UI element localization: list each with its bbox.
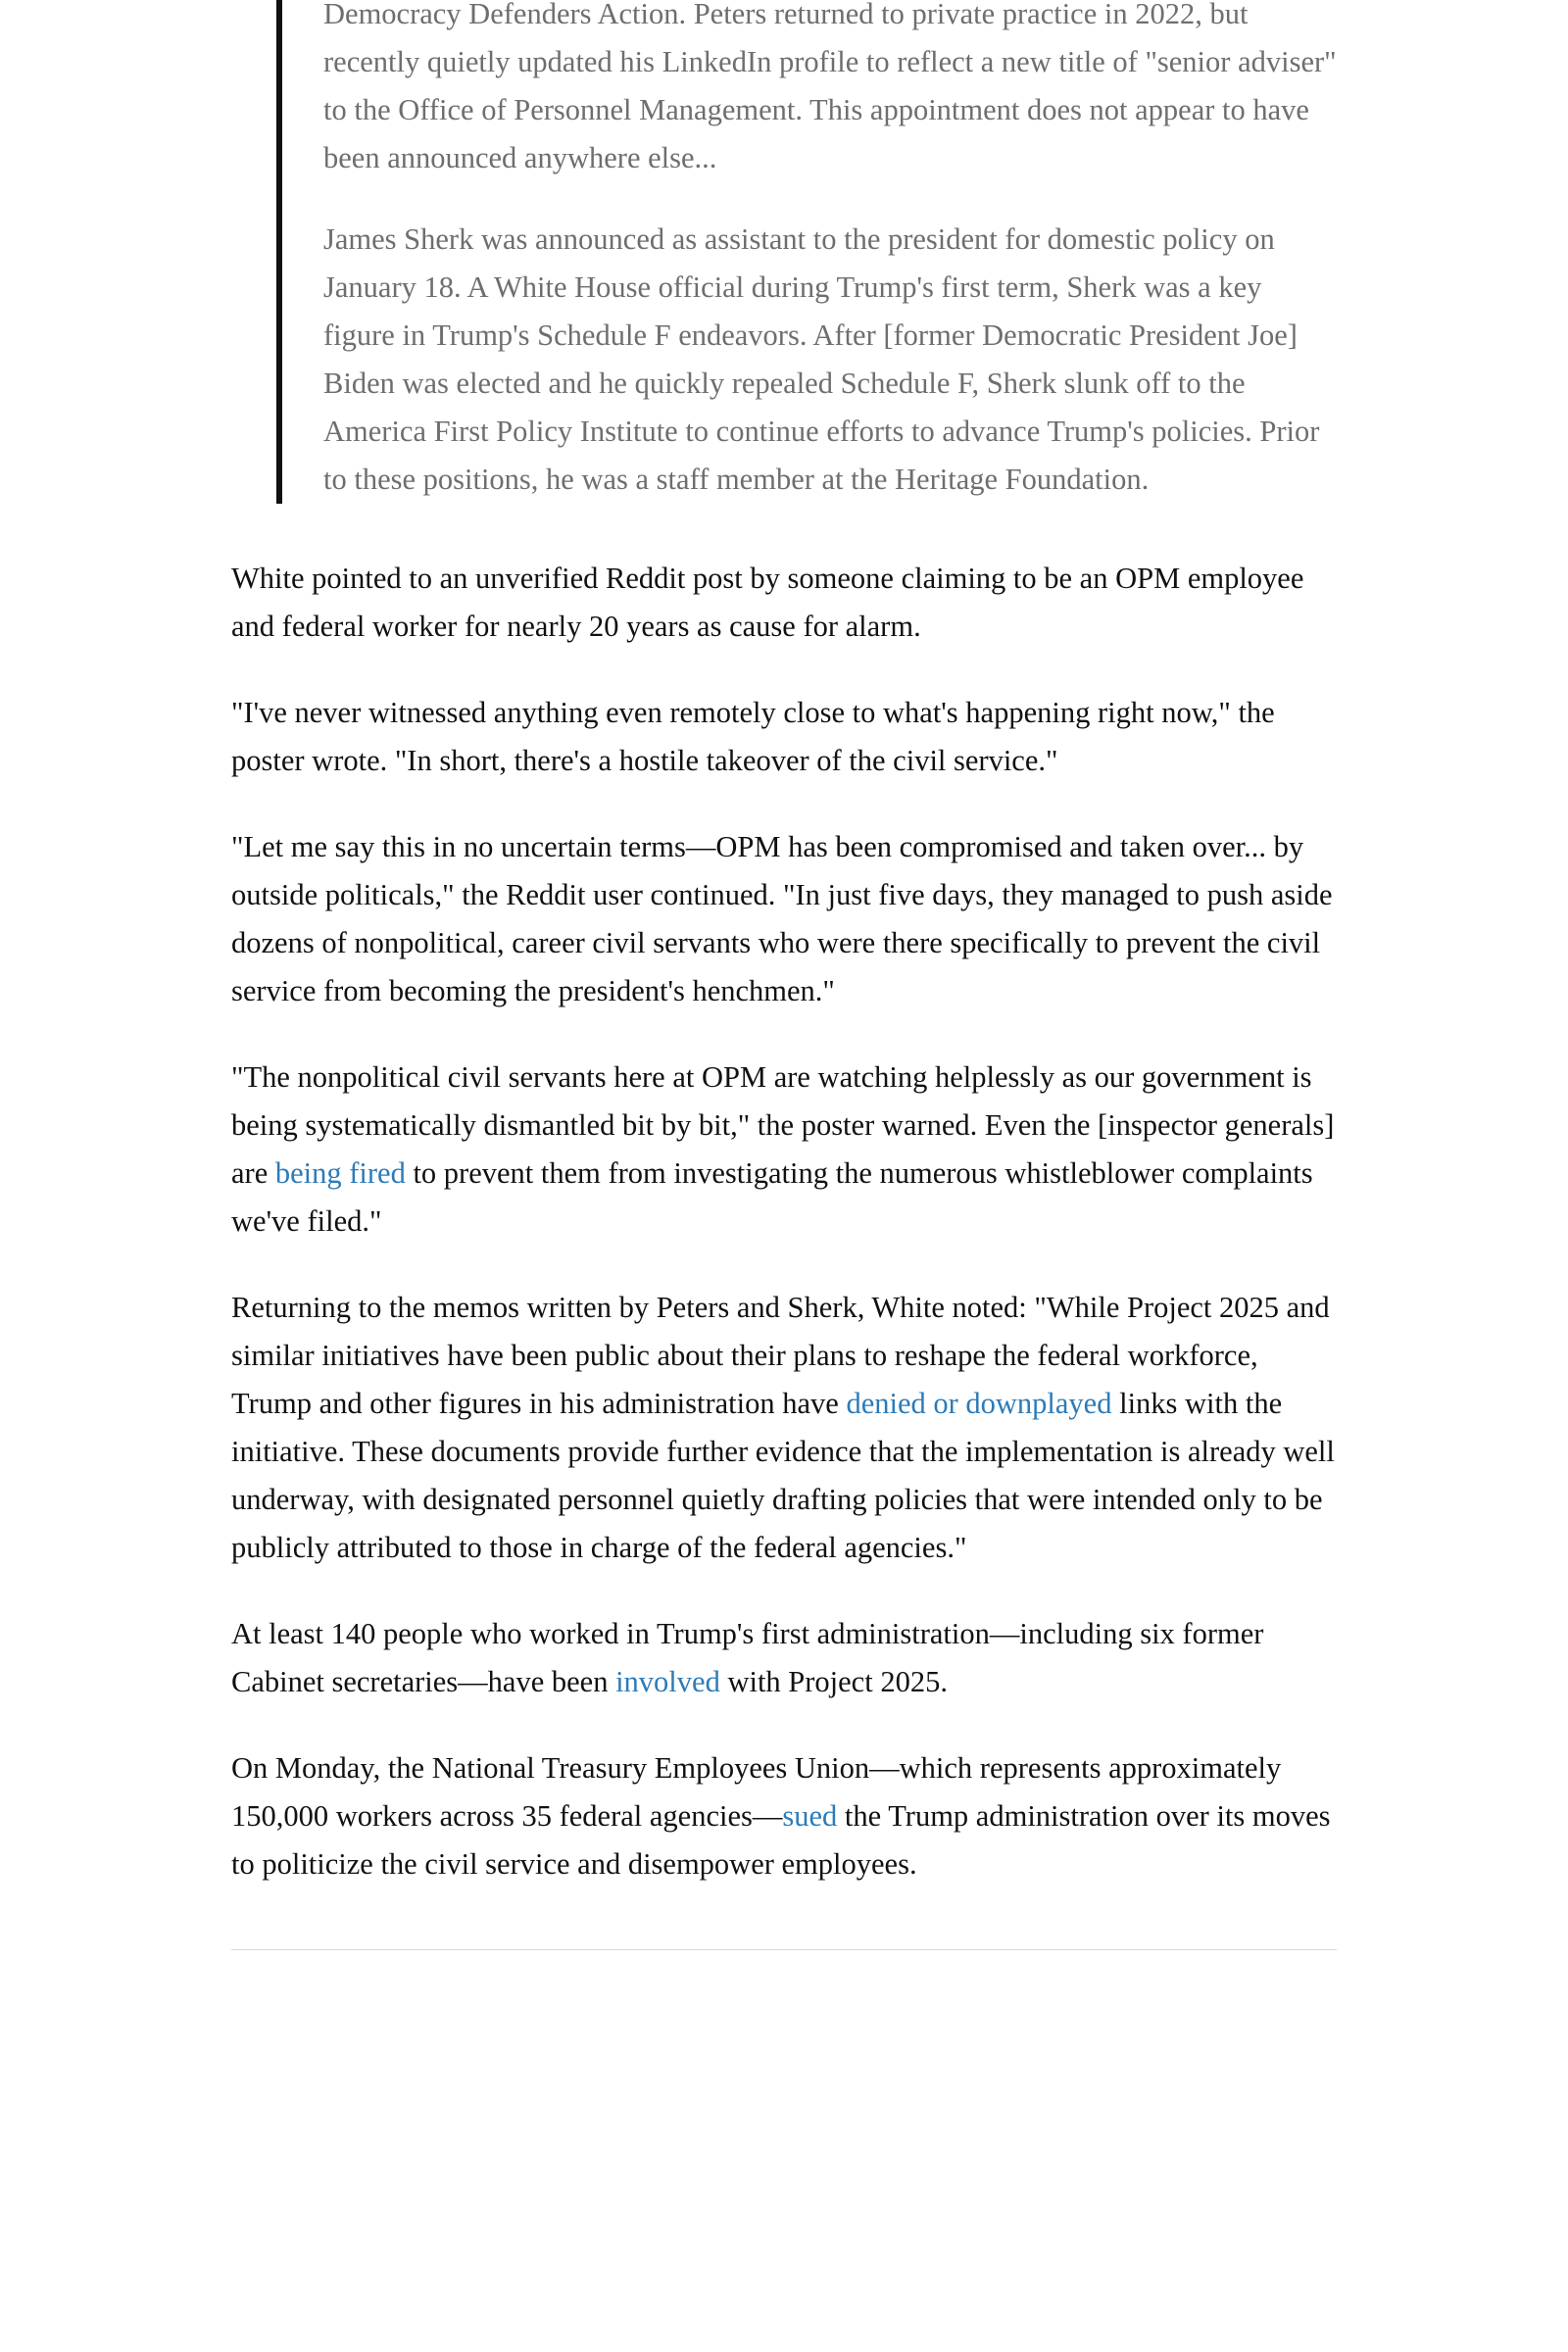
- p-returning-memos: Returning to the memos written by Peters and Sherk, White noted: "While Project 2025 and similar initiatives have been public about their plans to reshape the federal workforce, Trump and other figures in his administration have denied or downplayed links with the initiative. These documents provide further evidence that the implementation is already well underway, with designated personnel quietly drafting policies that were intended only to be publicly attributed to those in charge of the federal agencies.": [231, 1291, 1335, 1564]
- p-at-least-140: At least 140 people who worked in Trump's first administration—including six former Cabinet secretaries—have been involved with Project 2025.: [231, 1617, 1264, 1698]
- inline-link[interactable]: involved: [615, 1665, 720, 1698]
- inline-link[interactable]: denied or downplayed: [846, 1387, 1112, 1420]
- p-reddit-intro: White pointed to an unverified Reddit post by someone claiming to be an OPM employee and federal worker for nearly 20 years as cause for alarm.: [231, 562, 1304, 643]
- inline-link[interactable]: being fired: [274, 1156, 406, 1190]
- quote-paragraph-2: James Sherk was announced as assistant to the president for domestic policy on January 18. A White House official during Trump's first term, Sherk was a key figure in Trump's Schedule F endeavors. After [former Democratic President Joe] Biden was elected and he quickly repealed Schedule F, Sherk slunk off to the America First Policy Institute to continue efforts to advance Trump's policies. Prior to these positions, he was a staff member at the Heritage Foundation.: [323, 222, 1320, 496]
- article-body: [231, 0, 1337, 1888]
- p-let-me-say: "Let me say this in no uncertain terms—OPM has been compromised and taken over... by outside politicals," the Reddit user continued. "In just five days, they managed to push aside dozens of nonpolitical, career civil servants who were there specifically to prevent the civil service from becoming the president's henchmen.": [231, 830, 1333, 1007]
- section-divider: [231, 1949, 1337, 1950]
- article-paragraphs: [231, 555, 1337, 1888]
- p-nonpolitical: "The nonpolitical civil servants here at OPM are watching helplessly as our government is being systematically dismantled bit by bit," the poster warned. Even the [inspector generals] are being fired to prevent them from investigating the numerous whistleblower complaints we've filed.": [231, 1060, 1335, 1238]
- p-on-monday: On Monday, the National Treasury Employees Union—which represents approximately 150,000 workers across 35 federal agencies—sued the Trump administration over its moves to politicize the civil service and disempower employees.: [231, 1751, 1331, 1881]
- pull-quote: [276, 0, 1337, 504]
- inline-link[interactable]: sued: [782, 1799, 838, 1833]
- p-never-witnessed: "I've never witnessed anything even remotely close to what's happening right now," the poster wrote. "In short, there's a hostile takeover of the civil service.": [231, 696, 1275, 777]
- quote-paragraph-1: Democracy Defenders Action. Peters returned to private practice in 2022, but recently quietly updated his LinkedIn profile to reflect a new title of "senior adviser" to the Office of Personnel Management. This appointment does not appear to have been announced anywhere else...: [323, 0, 1337, 174]
